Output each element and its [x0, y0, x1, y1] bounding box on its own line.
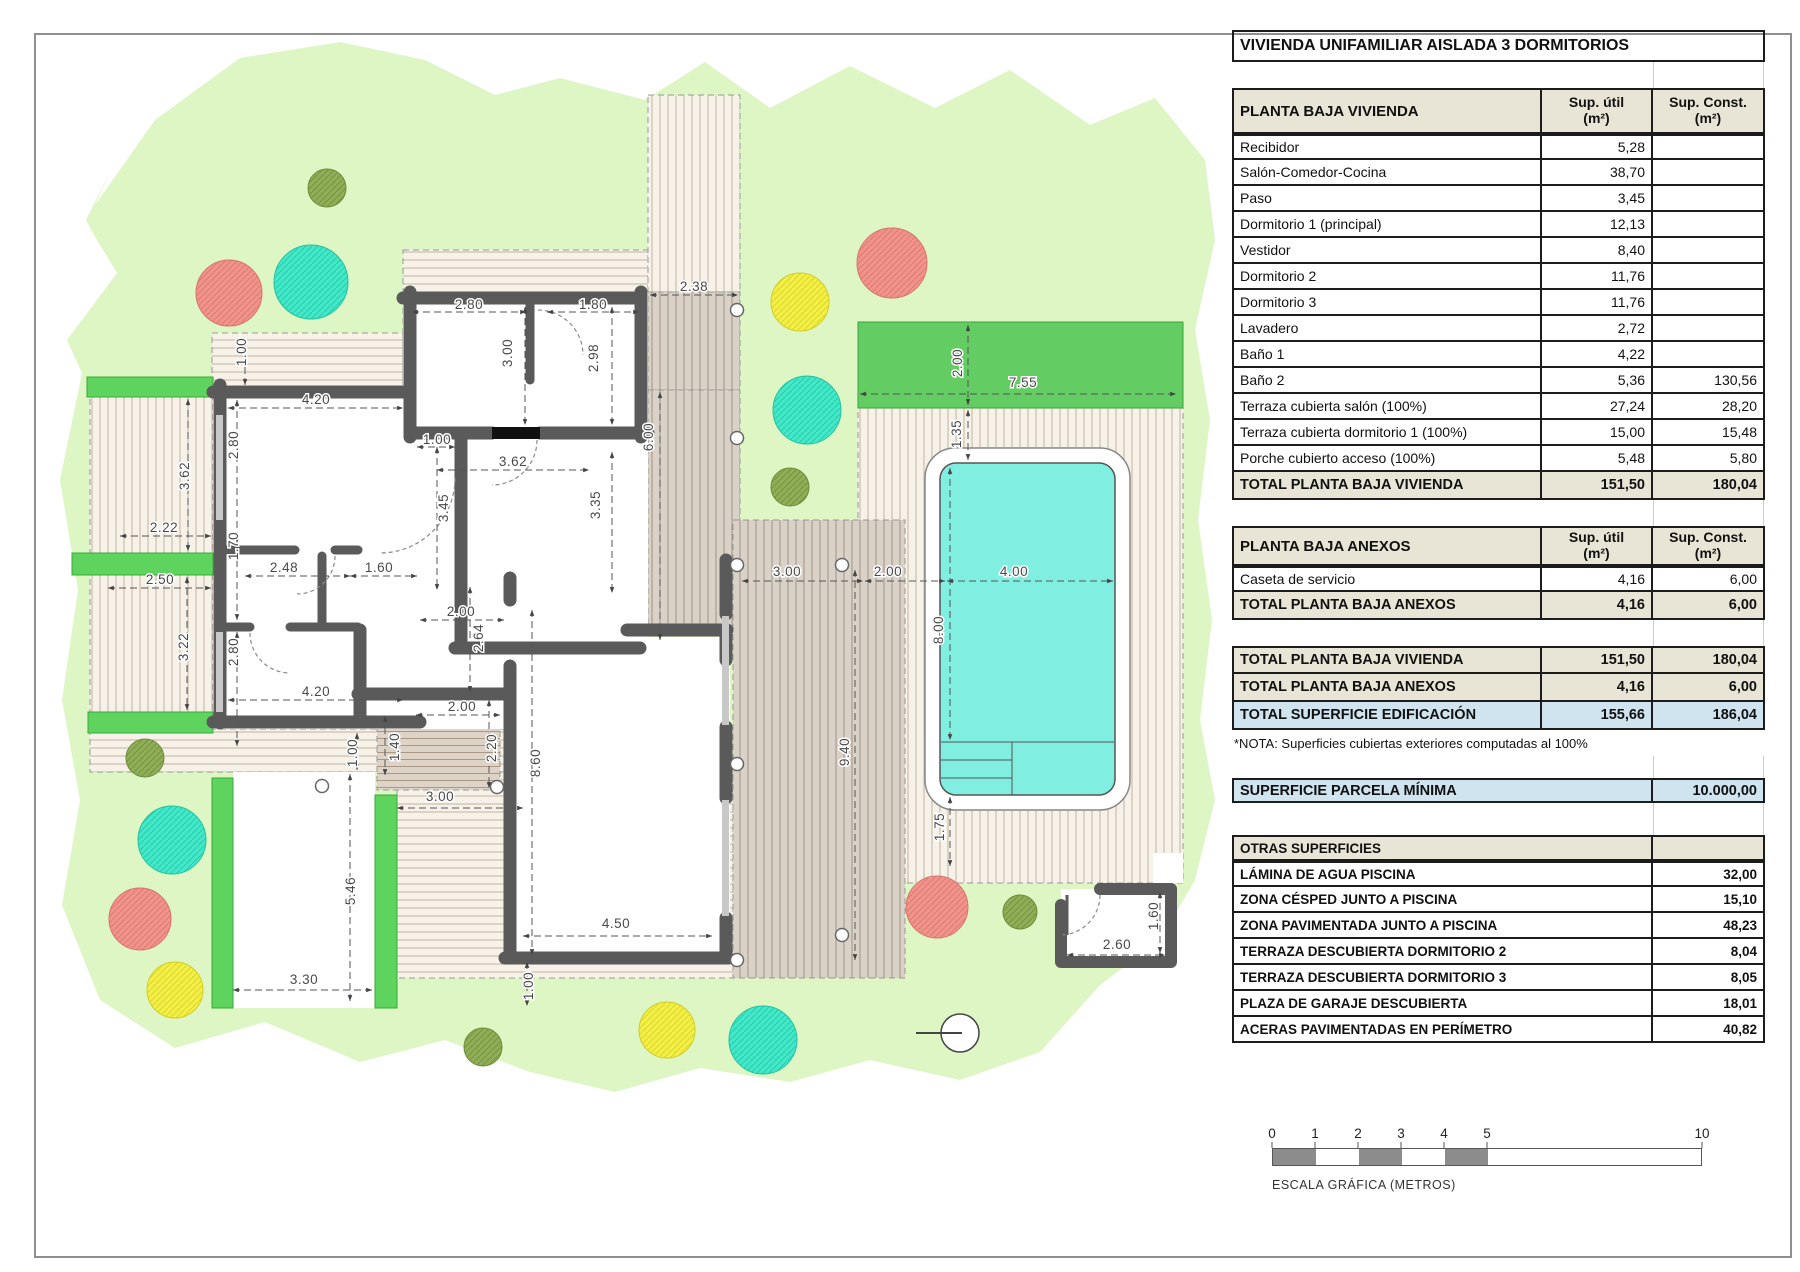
- table-planta-baja-vivienda: [1232, 88, 1765, 500]
- room-label: Salón-Comedor-Cocina: [1232, 160, 1542, 186]
- dim-label: 5.46: [343, 876, 358, 906]
- col-header-sup-const: Sup. Const. (m²): [1653, 526, 1765, 566]
- tree-olive: [1003, 895, 1037, 929]
- sup-const-value: [1653, 134, 1765, 160]
- surface-tables: [1232, 30, 1765, 1043]
- table-row: [1232, 394, 1765, 420]
- table-row: [1232, 702, 1765, 730]
- sup-const-value: [1653, 264, 1765, 290]
- pool-water: [940, 463, 1115, 795]
- dim-label: 2.64: [471, 623, 486, 653]
- tree-red: [906, 876, 968, 938]
- summary-const: 6,00: [1653, 674, 1765, 702]
- table-row: [1232, 566, 1765, 592]
- room-label: Baño 1: [1232, 342, 1542, 368]
- total-util: 151,50: [1542, 472, 1653, 500]
- dim-label: 2.22: [149, 520, 179, 535]
- tree-turquoise: [138, 806, 206, 874]
- spacer: [1232, 500, 1765, 526]
- dim-label: 2.48: [269, 560, 299, 575]
- total-const: 180,04: [1653, 472, 1765, 500]
- sup-util-value: 11,76: [1542, 264, 1653, 290]
- table-row: [1232, 446, 1765, 472]
- col-header-sup-util: Sup. útil (m²): [1542, 88, 1653, 134]
- sup-util-value: 5,48: [1542, 446, 1653, 472]
- sup-const-value: 6,00: [1653, 566, 1765, 592]
- dim-label: 2.80: [226, 430, 241, 460]
- table-row: [1232, 160, 1765, 186]
- total-util: 4,16: [1542, 592, 1653, 620]
- room-label: Recibidor: [1232, 134, 1542, 160]
- table-header: PLANTA BAJA ANEXOS: [1232, 526, 1542, 566]
- table-row: [1232, 238, 1765, 264]
- dim-label: 2.50: [145, 572, 175, 587]
- tree-yellow: [639, 1002, 695, 1058]
- tree-turquoise: [773, 376, 841, 444]
- dim-label: 3.35: [588, 490, 603, 520]
- entry-walkway: [648, 95, 740, 292]
- parcela-minima-row: [1232, 778, 1765, 803]
- summary-util: 151,50: [1542, 646, 1653, 674]
- pool: [925, 448, 1130, 810]
- sup-util-value: 15,00: [1542, 420, 1653, 446]
- table-row: [1232, 592, 1765, 620]
- scale-label: ESCALA GRÁFICA (METROS): [1272, 1178, 1456, 1192]
- otras-value: 48,23: [1653, 913, 1765, 939]
- summary-const: 180,04: [1653, 646, 1765, 674]
- dim-label: 1.80: [578, 297, 608, 312]
- table-row: [1232, 290, 1765, 316]
- sup-util-value: 27,24: [1542, 394, 1653, 420]
- otras-label: TERRAZA DESCUBIERTA DORMITORIO 3: [1232, 965, 1653, 991]
- dim-label: 6.00: [641, 422, 656, 452]
- scale-tick-number: 4: [1440, 1126, 1448, 1141]
- sup-util-value: 38,70: [1542, 160, 1653, 186]
- dim-label: 3.62: [177, 461, 192, 491]
- table-row: [1232, 939, 1765, 965]
- table-row: [1232, 212, 1765, 238]
- dim-label: 3.45: [436, 493, 451, 523]
- dim-label: 1.00: [345, 738, 360, 768]
- sup-const-value: [1653, 342, 1765, 368]
- dim-label: 1.00: [234, 337, 249, 367]
- dim-label: 2.80: [226, 637, 241, 667]
- tree-red: [109, 888, 171, 950]
- tree-yellow: [147, 962, 203, 1018]
- table-planta-baja-anexos: [1232, 526, 1765, 620]
- dim-label: 3.22: [176, 632, 191, 662]
- table-row: [1232, 861, 1765, 887]
- scale-tick-number: 5: [1483, 1126, 1491, 1141]
- total-label: TOTAL PLANTA BAJA VIVIENDA: [1232, 472, 1542, 500]
- note-text: *NOTA: Superficies cubiertas exteriores computadas al 100%: [1234, 736, 1588, 751]
- scale-tick-number: 0: [1268, 1126, 1276, 1141]
- table-row: [1232, 368, 1765, 394]
- spacer: [1232, 62, 1765, 88]
- total-label: TOTAL PLANTA BAJA ANEXOS: [1232, 592, 1542, 620]
- sup-const-value: 5,80: [1653, 446, 1765, 472]
- dim-label: 4.20: [301, 392, 331, 407]
- dim-label: 9.40: [837, 737, 852, 767]
- dim-label: 1.70: [226, 531, 241, 561]
- spacer: [1232, 803, 1765, 835]
- table-row: [1232, 887, 1765, 913]
- otras-value: 40,82: [1653, 1017, 1765, 1043]
- dim-label: 2.38: [679, 279, 709, 294]
- otras-label: LÁMINA DE AGUA PISCINA: [1232, 861, 1653, 887]
- sup-const-value: [1653, 290, 1765, 316]
- table-otras-superficies: [1232, 835, 1765, 1043]
- parcela-label: SUPERFICIE PARCELA MÍNIMA: [1232, 778, 1653, 803]
- sup-util-value: 2,72: [1542, 316, 1653, 342]
- entry-door: [492, 427, 540, 439]
- summary-label: TOTAL PLANTA BAJA VIVIENDA: [1232, 646, 1542, 674]
- otras-value: 18,01: [1653, 991, 1765, 1017]
- otras-label: PLAZA DE GARAJE DESCUBIERTA: [1232, 991, 1653, 1017]
- otras-header: OTRAS SUPERFICIES: [1232, 835, 1653, 861]
- table-row: [1232, 134, 1765, 160]
- tree-turquoise: [274, 245, 348, 319]
- table-row: [1232, 472, 1765, 500]
- room-label: Terraza cubierta salón (100%): [1232, 394, 1542, 420]
- scale-segment: [1359, 1149, 1402, 1165]
- sup-const-value: 130,56: [1653, 368, 1765, 394]
- dim-label: 3.62: [498, 454, 528, 469]
- scale-tick-number: 10: [1694, 1126, 1710, 1141]
- dim-label: 3.00: [500, 338, 515, 368]
- otras-value: 32,00: [1653, 861, 1765, 887]
- sup-util-value: 5,28: [1542, 134, 1653, 160]
- scale-tick-number: 2: [1354, 1126, 1362, 1141]
- scale-segment: [1445, 1149, 1488, 1165]
- sup-util-value: 11,76: [1542, 290, 1653, 316]
- tree-yellow: [771, 273, 829, 331]
- tree-red: [857, 228, 927, 298]
- summary-label: TOTAL SUPERFICIE EDIFICACIÓN: [1232, 702, 1542, 730]
- dim-label: 1.00: [422, 432, 452, 447]
- room-label: Dormitorio 2: [1232, 264, 1542, 290]
- table-row: [1232, 342, 1765, 368]
- sup-util-value: 4,16: [1542, 566, 1653, 592]
- lawn-piscina: [858, 322, 1183, 408]
- dim-label: 7.55: [1008, 375, 1038, 390]
- scale-segment: [1273, 1149, 1316, 1165]
- table-header: PLANTA BAJA VIVIENDA: [1232, 88, 1542, 134]
- dim-label: 2.60: [1102, 937, 1132, 952]
- dim-label: 8.60: [528, 748, 543, 778]
- otras-header-value: [1653, 835, 1765, 861]
- drawing-title: VIVIENDA UNIFAMILIAR AISLADA 3 DORMITORIOS: [1232, 30, 1765, 62]
- table-row: [1232, 186, 1765, 212]
- room-label: Baño 2: [1232, 368, 1542, 394]
- dim-label: 1.35: [949, 419, 964, 449]
- tree-olive: [464, 1028, 502, 1066]
- porche-cubierto: [648, 292, 740, 390]
- dim-label: 2.98: [586, 343, 601, 373]
- room-label: Terraza cubierta dormitorio 1 (100%): [1232, 420, 1542, 446]
- sup-const-value: [1653, 238, 1765, 264]
- otras-label: TERRAZA DESCUBIERTA DORMITORIO 2: [1232, 939, 1653, 965]
- table-row: [1232, 913, 1765, 939]
- dim-label: 3.00: [772, 564, 802, 579]
- sup-util-value: 5,36: [1542, 368, 1653, 394]
- sup-util-value: 8,40: [1542, 238, 1653, 264]
- table-row: [1232, 1017, 1765, 1043]
- dim-label: 3.00: [425, 789, 455, 804]
- sup-util-value: 4,22: [1542, 342, 1653, 368]
- table-row: [1232, 646, 1765, 674]
- dim-label: 2.80: [454, 297, 484, 312]
- room-label: Porche cubierto acceso (100%): [1232, 446, 1542, 472]
- otras-label: ZONA CÉSPED JUNTO A PISCINA: [1232, 887, 1653, 913]
- room-label: Paso: [1232, 186, 1542, 212]
- dim-label: 2.00: [873, 564, 903, 579]
- tree-red: [196, 260, 262, 326]
- table-row: [1232, 965, 1765, 991]
- dim-label: 8.00: [931, 615, 946, 645]
- spacer: [1232, 620, 1765, 646]
- col-header-sup-util: Sup. útil (m²): [1542, 526, 1653, 566]
- dim-label: 1.60: [1146, 901, 1161, 931]
- otras-label: ACERAS PAVIMENTADAS EN PERÍMETRO: [1232, 1017, 1653, 1043]
- room-label: Dormitorio 3: [1232, 290, 1542, 316]
- sup-util-value: 3,45: [1542, 186, 1653, 212]
- room-label: Caseta de servicio: [1232, 566, 1542, 592]
- sup-const-value: [1653, 186, 1765, 212]
- total-const: 6,00: [1653, 592, 1765, 620]
- scale-tick-number: 3: [1397, 1126, 1405, 1141]
- dim-label: 2.20: [484, 733, 499, 763]
- dim-label: 1.60: [364, 560, 394, 575]
- summary-const: 186,04: [1653, 702, 1765, 730]
- sup-const-value: 15,48: [1653, 420, 1765, 446]
- terraza-cubierta-salon: [733, 520, 905, 978]
- table-totals: [1232, 646, 1765, 730]
- dim-label: 4.00: [999, 564, 1029, 579]
- tree-olive: [308, 169, 346, 207]
- spacer: [1232, 756, 1765, 778]
- table-row: [1232, 420, 1765, 446]
- dim-label: 2.00: [447, 699, 477, 714]
- dim-label: 1.75: [932, 812, 947, 842]
- dim-label: 2.00: [950, 348, 965, 378]
- sup-util-value: 12,13: [1542, 212, 1653, 238]
- otras-value: 8,04: [1653, 939, 1765, 965]
- otras-value: 15,10: [1653, 887, 1765, 913]
- scale-bar: [1272, 1148, 1702, 1166]
- dim-label: 3.30: [289, 972, 319, 987]
- room-label: Vestidor: [1232, 238, 1542, 264]
- tree-turquoise: [729, 1006, 797, 1074]
- scale-tick-number: 1: [1311, 1126, 1319, 1141]
- dim-label: 2.00: [446, 604, 476, 619]
- tree-olive: [771, 468, 809, 506]
- otras-label: ZONA PAVIMENTADA JUNTO A PISCINA: [1232, 913, 1653, 939]
- room-label: Lavadero: [1232, 316, 1542, 342]
- summary-label: TOTAL PLANTA BAJA ANEXOS: [1232, 674, 1542, 702]
- dim-label: 4.20: [301, 684, 331, 699]
- room-label: Dormitorio 1 (principal): [1232, 212, 1542, 238]
- summary-util: 4,16: [1542, 674, 1653, 702]
- tree-olive: [126, 739, 164, 777]
- dim-label: 1.00: [521, 971, 536, 1001]
- table-row: [1232, 674, 1765, 702]
- sup-const-value: [1653, 212, 1765, 238]
- sup-const-value: [1653, 160, 1765, 186]
- sup-const-value: 28,20: [1653, 394, 1765, 420]
- sup-const-value: [1653, 316, 1765, 342]
- dim-label: 1.40: [387, 732, 402, 762]
- summary-util: 155,66: [1542, 702, 1653, 730]
- col-header-sup-const: Sup. Const. (m²): [1653, 88, 1765, 134]
- otras-value: 8,05: [1653, 965, 1765, 991]
- table-row: [1232, 991, 1765, 1017]
- dim-label: 4.50: [601, 916, 631, 931]
- parcela-value: 10.000,00: [1653, 778, 1765, 803]
- table-row: [1232, 264, 1765, 290]
- table-row: [1232, 316, 1765, 342]
